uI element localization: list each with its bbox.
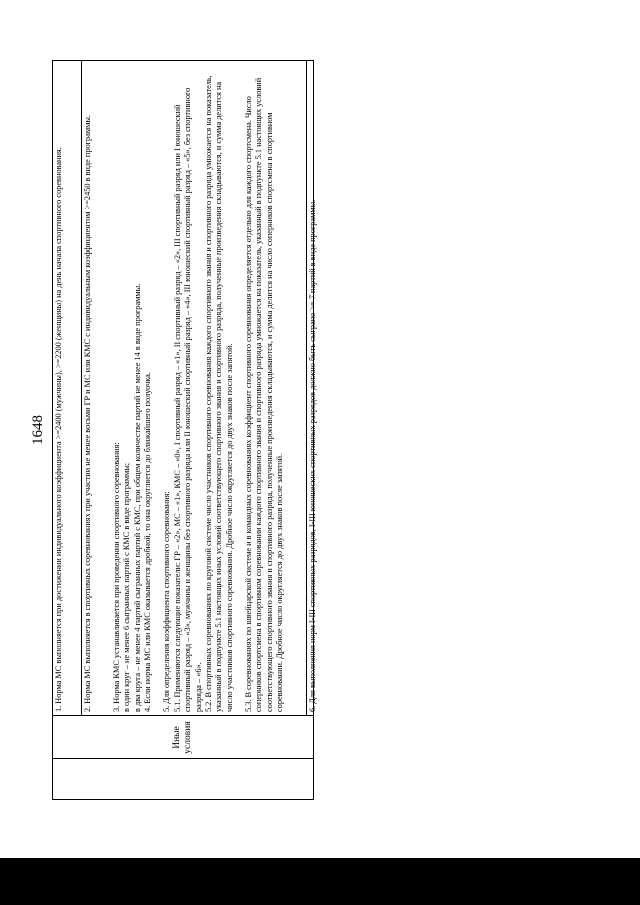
- condition-text-1: 1. Норма МС выполняется при достижении индивидуального коэффициента >=2400 (мужчины), >=2200 (женщины) на день начала спортивного соревнования.: [54, 147, 63, 712]
- table-column-empty: [53, 758, 313, 799]
- condition-row-5-2: [203, 60, 235, 715]
- condition-text-3b: в один круг – не менее 6 сыгранных партий с КМС в виде программы;: [122, 462, 132, 712]
- condition-row-6: [306, 60, 315, 715]
- rotated-page: [30, 60, 315, 800]
- scan-bottom-band: [0, 858, 640, 905]
- condition-row-5-1: [172, 60, 203, 715]
- condition-row-2: [82, 60, 111, 715]
- condition-row-5-3: [243, 60, 284, 715]
- section-label-line1: Иные: [172, 726, 182, 749]
- page-number: 1648: [30, 415, 46, 445]
- condition-text-2: 2. Норма МС выполняется в спортивных соревнованиях при участии не менее восьми ГР и МС или КМС с индивидуальным коэффициентом >=2450 в виде программы.: [83, 114, 92, 712]
- condition-text-3d: 4. Если норма МС или КМС оказывается дробной, то она округляется до ближайшего полуочка.: [142, 372, 152, 712]
- condition-text-3c: в два круга – не менее 4 партий сыгранных партий с КМС, при общем количестве партий не менее 14 в виде программы.: [132, 283, 142, 712]
- condition-text-5-1: 5.1. Применяются следующие показатели: ГР – «2», МС – «1», КМС – «0», I спортивный разряд – «1», II спортивный разряд – «2», III спортивный разряд или I юношеский спортивный разряд – «3», мужчины и женщины без спортивного разряда или II юношеский спортивный разряд – «4», III юношеский спортивный разряд – «5», без спортивного разряда – «6».: [173, 87, 203, 712]
- condition-text-6: 6. Для выполнения норм I-III спортивных разрядов, I-III юношеских спортивных разрядов должно быть сыграно >= 7 партий в виде программы.: [308, 199, 317, 712]
- section-label-line2: условия: [183, 721, 193, 754]
- condition-row-5: [161, 60, 171, 715]
- condition-text-5: 5. Для определения коэффициента спортивного соревнования:: [162, 491, 171, 712]
- conditions-table: [52, 60, 317, 800]
- table-column-section-label: [53, 715, 313, 759]
- condition-row-1: [53, 60, 82, 715]
- condition-text-3a: 3. Норма КМС устанавливается при проведении спортивного соревнования:: [112, 442, 121, 712]
- condition-text-5-2: 5.2. В спортивных соревнованиях по круговой системе число участников спортивного соревнования каждого спортивного звания и спортивного разряда умножается на показатель, указанный в подпункте 5.1 настоящих иных условий соответствующего спортивного звания и спортивного разряда, полученные произведения складываются, и сумма делится на число участников спортивного соревнования. Дробное число округляется до двух знаков после запятой.: [204, 75, 234, 712]
- condition-row-3: [111, 60, 161, 715]
- table-column-conditions: [53, 60, 317, 715]
- condition-text-5-3: 5.3. В соревнованиях по швейцарской системе и в командных соревнованиях коэффициент спортивного соревнования определяется отдельно для каждого спортсмена. Число соперников спортсмена в спортивном соревновании каждого спортивного звания и спортивного разряда умножается на показатель, указанный в подпункте 5.1 настоящих условий соответствующего спортивного звания и спортивного разряда, полученные произведения складываются, и сумма делится на число соперников спортсмена в спортивном соревновании. Дробное число округляется до двух знаков после запятой.: [244, 77, 284, 712]
